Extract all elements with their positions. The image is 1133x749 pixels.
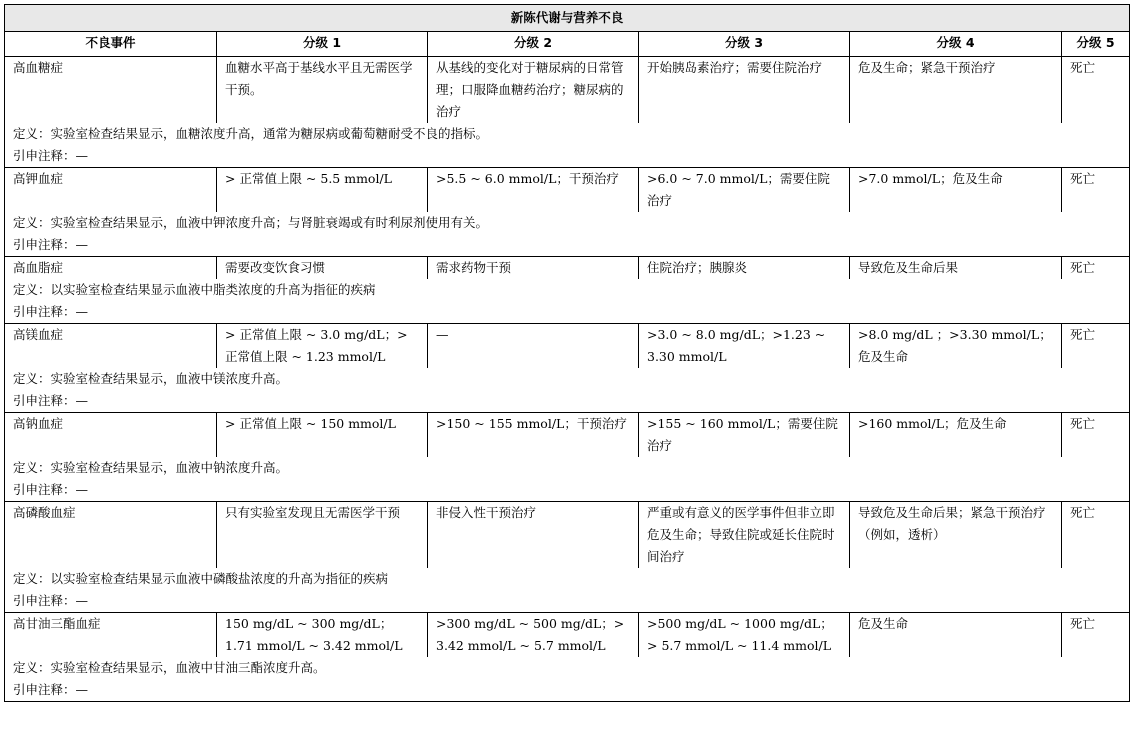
grade-3-cell: >500 mg/dL ~ 1000 mg/dL；> 5.7 mmol/L ~ 11.4 mmol/L xyxy=(639,613,850,658)
event-cell: 高血脂症 xyxy=(5,257,217,280)
note-text: — xyxy=(75,482,89,497)
grade-3-cell: >3.0 ~ 8.0 mg/dL；>1.23 ~ 3.30 mmol/L xyxy=(639,324,850,369)
definition-text: 实验室检查结果显示，血液中甘油三酯浓度升高。 xyxy=(50,660,326,675)
table-row xyxy=(5,613,1130,658)
definition-label: 定义： xyxy=(13,126,51,141)
grade-1-cell: > 正常值上限 ~ 150 mmol/L xyxy=(217,413,428,458)
note-label: 引申注释： xyxy=(13,593,76,608)
grade-5-cell: 死亡 xyxy=(1062,502,1130,569)
definition-label: 定义： xyxy=(13,215,51,230)
table-title: 新陈代谢与营养不良 xyxy=(5,5,1130,32)
grade-5-cell: 死亡 xyxy=(1062,324,1130,369)
definition-label: 定义： xyxy=(13,371,51,386)
event-cell: 高钠血症 xyxy=(5,413,217,458)
definition-row xyxy=(5,368,1130,390)
grade-4-cell: 危及生命 xyxy=(850,613,1062,658)
note-row xyxy=(5,479,1130,502)
grade-5-cell: 死亡 xyxy=(1062,168,1130,213)
grade-4-cell: 导致危及生命后果 xyxy=(850,257,1062,280)
definition-text: 实验室检查结果显示，血糖浓度升高，通常为糖尿病或葡萄糖耐受不良的指标。 xyxy=(50,126,489,141)
grade-3-cell: 住院治疗；胰腺炎 xyxy=(639,257,850,280)
definition-label: 定义： xyxy=(13,571,51,586)
table-row xyxy=(5,324,1130,369)
definition-text: 实验室检查结果显示，血液中镁浓度升高。 xyxy=(50,371,289,386)
event-cell: 高镁血症 xyxy=(5,324,217,369)
grade-4-cell: 导致危及生命后果；紧急干预治疗（例如，透析） xyxy=(850,502,1062,569)
note-row xyxy=(5,145,1130,168)
note-row xyxy=(5,590,1130,613)
definition-label: 定义： xyxy=(13,660,51,675)
note-text: — xyxy=(75,593,89,608)
grade-1-cell: 只有实验室发现且无需医学干预 xyxy=(217,502,428,569)
grade-4-cell: 危及生命；紧急干预治疗 xyxy=(850,57,1062,124)
header-event: 不良事件 xyxy=(5,32,217,57)
event-cell: 高磷酸血症 xyxy=(5,502,217,569)
grade-3-cell: 开始胰岛素治疗；需要住院治疗 xyxy=(639,57,850,124)
grade-2-cell: — xyxy=(428,324,639,369)
header-grade-3: 分级 3 xyxy=(639,32,850,57)
table-row xyxy=(5,502,1130,569)
definition-row xyxy=(5,568,1130,590)
grade-3-cell: >155 ~ 160 mmol/L；需要住院治疗 xyxy=(639,413,850,458)
header-grade-5: 分级 5 xyxy=(1062,32,1130,57)
grade-3-cell: >6.0 ~ 7.0 mmol/L；需要住院治疗 xyxy=(639,168,850,213)
note-label: 引申注释： xyxy=(13,304,76,319)
grade-2-cell: 需求药物干预 xyxy=(428,257,639,280)
grade-4-cell: >160 mmol/L；危及生命 xyxy=(850,413,1062,458)
header-grade-4: 分级 4 xyxy=(850,32,1062,57)
header-row xyxy=(5,32,1130,57)
note-text: — xyxy=(75,304,89,319)
grade-2-cell: >5.5 ~ 6.0 mmol/L；干预治疗 xyxy=(428,168,639,213)
note-label: 引申注释： xyxy=(13,482,76,497)
grade-3-cell: 严重或有意义的医学事件但非立即危及生命；导致住院或延长住院时间治疗 xyxy=(639,502,850,569)
definition-row xyxy=(5,457,1130,479)
note-row xyxy=(5,234,1130,257)
adverse-events-table xyxy=(4,4,1130,702)
table-row xyxy=(5,57,1130,124)
definition-row xyxy=(5,212,1130,234)
definition-label: 定义： xyxy=(13,460,51,475)
grade-5-cell: 死亡 xyxy=(1062,257,1130,280)
note-row xyxy=(5,390,1130,413)
definition-text: 以实验室检查结果显示血液中磷酸盐浓度的升高为指征的疾病 xyxy=(50,571,389,586)
grade-1-cell: 需要改变饮食习惯 xyxy=(217,257,428,280)
note-text: — xyxy=(75,393,89,408)
definition-text: 实验室检查结果显示，血液中钾浓度升高；与肾脏衰竭或有时利尿剂使用有关。 xyxy=(50,215,489,230)
note-text: — xyxy=(75,682,89,697)
table-row xyxy=(5,257,1130,280)
note-text: — xyxy=(75,237,89,252)
header-grade-1: 分级 1 xyxy=(217,32,428,57)
grade-5-cell: 死亡 xyxy=(1062,613,1130,658)
definition-row xyxy=(5,123,1130,145)
note-label: 引申注释： xyxy=(13,682,76,697)
grade-1-cell: > 正常值上限 ~ 5.5 mmol/L xyxy=(217,168,428,213)
grade-2-cell: 从基线的变化对于糖尿病的日常管理；口服降血糖药治疗；糖尿病的治疗 xyxy=(428,57,639,124)
note-label: 引申注释： xyxy=(13,148,76,163)
definition-text: 以实验室检查结果显示血液中脂类浓度的升高为指征的疾病 xyxy=(50,282,376,297)
grade-5-cell: 死亡 xyxy=(1062,57,1130,124)
grade-2-cell: 非侵入性干预治疗 xyxy=(428,502,639,569)
header-grade-2: 分级 2 xyxy=(428,32,639,57)
grade-2-cell: >150 ~ 155 mmol/L；干预治疗 xyxy=(428,413,639,458)
grade-1-cell: > 正常值上限 ~ 3.0 mg/dL；> 正常值上限 ~ 1.23 mmol/L xyxy=(217,324,428,369)
definition-row xyxy=(5,279,1130,301)
definition-row xyxy=(5,657,1130,679)
note-label: 引申注释： xyxy=(13,393,76,408)
event-cell: 高甘油三酯血症 xyxy=(5,613,217,658)
note-label: 引申注释： xyxy=(13,237,76,252)
note-row xyxy=(5,301,1130,324)
grade-5-cell: 死亡 xyxy=(1062,413,1130,458)
definition-text: 实验室检查结果显示，血液中钠浓度升高。 xyxy=(50,460,289,475)
grade-1-cell: 150 mg/dL ~ 300 mg/dL；1.71 mmol/L ~ 3.42 mmol/L xyxy=(217,613,428,658)
event-cell: 高钾血症 xyxy=(5,168,217,213)
table-row xyxy=(5,413,1130,458)
grade-4-cell: >7.0 mmol/L；危及生命 xyxy=(850,168,1062,213)
definition-label: 定义： xyxy=(13,282,51,297)
table-row xyxy=(5,168,1130,213)
note-text: — xyxy=(75,148,89,163)
grade-1-cell: 血糖水平高于基线水平且无需医学干预。 xyxy=(217,57,428,124)
note-row xyxy=(5,679,1130,702)
grade-4-cell: >8.0 mg/dL ；>3.30 mmol/L；危及生命 xyxy=(850,324,1062,369)
event-cell: 高血糖症 xyxy=(5,57,217,124)
grade-2-cell: >300 mg/dL ~ 500 mg/dL；> 3.42 mmol/L ~ 5.7 mmol/L xyxy=(428,613,639,658)
